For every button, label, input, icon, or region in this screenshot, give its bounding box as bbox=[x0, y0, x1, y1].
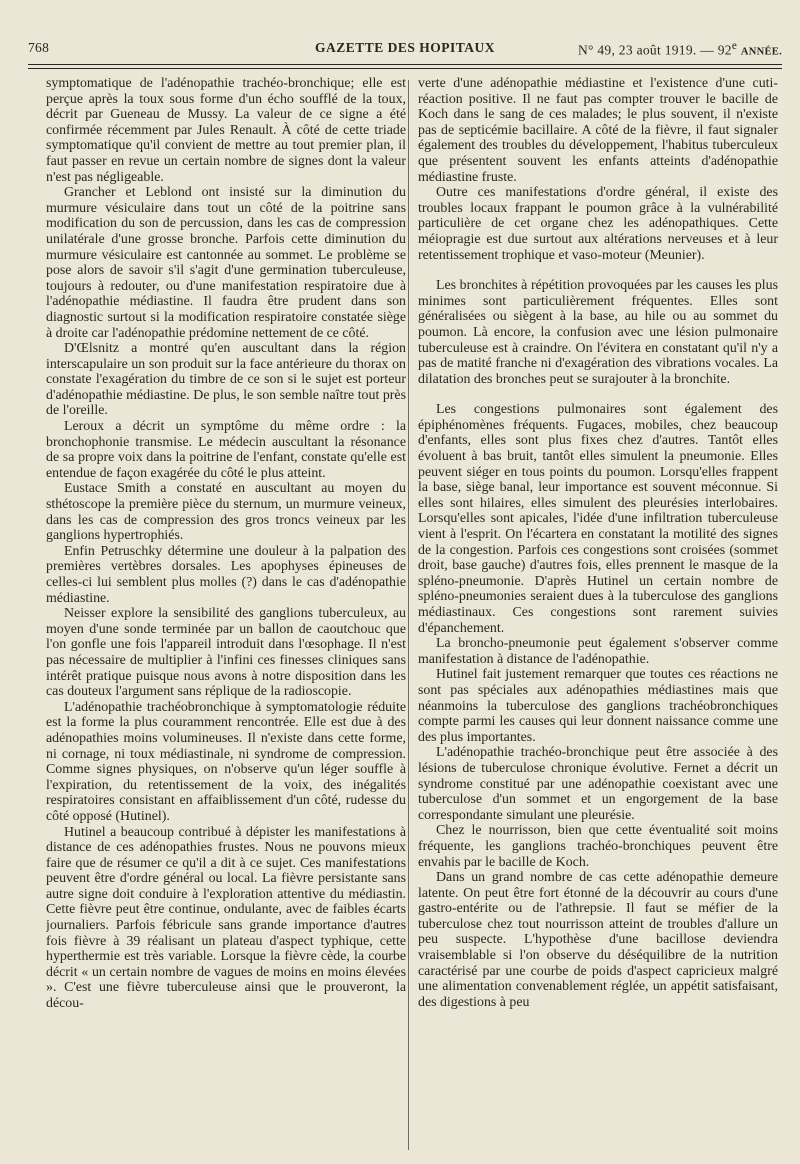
column-divider bbox=[408, 80, 409, 1150]
paragraph: Outre ces manifestations d'ordre général, il existe des troubles locaux frappant le poumon grâce à la vulnérabilité particulière de cet organe chez les adénopathiques. Cette méiopragie est due surtout aux altérations nerveuses et à leur retentissement trophique et vaso-moteur (Meunier). bbox=[418, 185, 778, 263]
paragraph: D'Œlsnitz a montré qu'en auscultant dans la région interscapulaire un son produit sur la face antérieure du thorax on constate l'exagération du timbre de ce son si le sujet est porteur d'adénopathie médiastine. De plus, le son semble naître tout près de l'oreille. bbox=[46, 341, 406, 419]
page-header bbox=[28, 36, 782, 58]
page-number: 768 bbox=[28, 40, 50, 55]
issue-sup: e bbox=[731, 40, 738, 52]
paragraph: symptomatique de l'adénopathie trachéo-bronchique; elle est perçue après la toux sous forme d'un écho soufflé de la toux, décrit par Gueneau de Mussy. La valeur de ce signe a été confirmée récemment par Jules Renault. À côté de cette triade symptomatique qu'il convient de mettre au tout premier plan, il faut passer en revue un certain nombre de signes dont la valeur n'est pas négligeable. bbox=[46, 76, 406, 185]
paragraph: Grancher et Leblond ont insisté sur la diminution du murmure vésiculaire dans tout un côté de la poitrine sans modification du son de percussion, dans les cas de compression unilatérale d'une grosse bronche. Parfois cette diminution du murmure vésiculaire est cantonnée au sommet. Le problème se pose alors de savoir s'il s'agit d'une germination tuberculeuse, toujours à redouter, ou d'une manifestation respiratoire due à l'adénopathie médiastine. Il faudra être prudent dans son diagnostic surtout si la modification respiratoire constatée siège à droite car l'adénopathie prédomine nettement de ce côté. bbox=[46, 185, 406, 341]
paragraph: verte d'une adénopathie médiastine et l'existence d'une cuti-réaction positive. Il ne faut pas compter trouver le bacille de Koch dans le sang de ces malades; le plus souvent, il n'existe pas de septicémie bacillaire. A côté de la fièvre, il faut signaler également des troubles du développement, l'habitus tuberculeux que présentent souvent les enfants atteints d'adénopathie médiastine fruste. bbox=[418, 76, 778, 185]
paragraph: Hutinel fait justement remarquer que toutes ces réactions ne sont pas spéciales aux adénopathies médiastines mais que néanmoins la tuberculose des ganglions trachéobronchiques compte parmi les causes qui leur donnent naissance comme une des plus importantes. bbox=[418, 667, 778, 745]
paragraph: Les congestions pulmonaires sont également des épiphénomènes fréquents. Fugaces, mobiles, chez beaucoup d'enfants, elles sont plus fixes chez d'autres. Tantôt elles évoluent à bas bruit, tantôt elles simulent la pneumonie. Elles peuvent siéger en tous points du poumon. Lorsqu'elles frappent la base, siège banal, leur importance est souvent méconnue. Si elles sont hilaires, elles simulent des pleurésies interlobaires. Lorsqu'elles sont apicales, l'idée d'une infiltration tuberculeuse vient à l'esprit. On l'écartera en constatant la motilité des signes de la congestion. Parfois ces congestions sont croisées (sommet droit, base gauche) d'autres fois, elles prennent le masque de la spléno-pneumonie. D'après Hutinel un certain nombre de spléno-pneumonies seraient dues à la tuberculose des ganglions médiastinaux. Ces congestions sont rarement suivies d'épanchement. bbox=[418, 402, 778, 636]
issue-text: N° 49, 23 août 1919. — 92 bbox=[577, 42, 732, 58]
header-rule bbox=[28, 64, 782, 65]
paragraph: Eustace Smith a constaté en auscultant au moyen du sthétoscope la première pièce du sternum, un murmure veineux, dans les cas de compression des gros troncs veineux par les ganglions hypertrophiés. bbox=[46, 481, 406, 544]
paragraph: L'adénopathie trachéobronchique à symptomatologie réduite est la forme la plus couramment rencontrée. Elle est due à des adénopathies moins volumineuses. Il n'existe dans cette forme, ni cornage, ni toux médiastinale, ni syndrome de compression. Comme signes physiques, on n'observe qu'un léger souffle à l'expiration, du retentissement de la voix, des inégalités respiratoires consistant en affaiblissement d'un côté, rudesse du côté opposé (Hutinel). bbox=[46, 699, 406, 824]
journal-title: GAZETTE DES HOPITAUX bbox=[314, 40, 496, 55]
paragraph: Leroux a décrit un symptôme du même ordre : la bronchophonie transmise. Le médecin auscultant la résonance de sa propre voix dans la poitrine de l'enfant, constate qu'elle est entendue de façon exagérée du côté le plus atteint. bbox=[46, 419, 406, 481]
paragraph: Hutinel a beaucoup contribué à dépister les manifestations à distance de ces adénopathies frustes. Nous ne pouvons mieux faire que de résumer ce qu'il a dit à ce sujet. Ces manifestations peuvent être d'ordre général ou local. La fièvre persistante sans autre signe doit conduire à l'exploration attentive du médiastin. Cette fièvre peut être continue, ondulante, avec de faibles écarts journaliers. Parfois fébricule sans grande importance d'autres fois fièvre à 39 réalisant un plateau d'aspect typhique, cette hyperthermie est très variable. Lorsque la fièvre cède, la courbe décrit « un certain nombre de vagues de moins en moins élevées ». C'est une fièvre tuberculeuse ainsi que le prouveront, la décou- bbox=[46, 824, 406, 1012]
paragraph: L'adénopathie trachéo-bronchique peut être associée à des lésions de tuberculose chronique évolutive. Fernet a décrit un syndrome constitué par une adénopathie coexistant avec une tuberculose d'un sommet et un engorgement de la base correspondante simulant une pleurésie. bbox=[418, 745, 778, 823]
paragraph: Neisser explore la sensibilité des ganglions tuberculeux, au moyen d'une sonde terminée par un ballon de caoutchouc que l'on gonfle une fois l'appareil introduit dans l'œsophage. Il n'est pas nécessaire de multiplier à l'infini ces finesses cliniques sans intérêt pratique puisque nous avons à notre disposition dans les cas douteux l'argument sans réplique de la radioscopie. bbox=[46, 606, 406, 700]
issue-year-label: ANNÉE. bbox=[740, 46, 782, 58]
right-column bbox=[418, 76, 778, 1156]
paragraph: La broncho-pneumonie peut également s'observer comme manifestation à distance de l'adénopathie. bbox=[418, 636, 778, 667]
header-rule-thin bbox=[28, 68, 782, 69]
paragraph: Enfin Petruschky détermine une douleur à la palpation des premières vertèbres dorsales. Les apophyses épineuses de celles-ci lui semblent plus molles (?) dans le cas d'adénopathie médiastine. bbox=[46, 543, 406, 606]
paragraph: Les bronchites à répétition provoquées par les causes les plus minimes sont particulièrement fréquentes. Elles sont généralisées ou siègent à la base, au hile ou au sommet du poumon. Là encore, la confusion avec une lésion pulmonaire tuberculeuse est à craindre. On l'évitera en constatant qu'il n'y a pas de matité franche ni d'exagération des vibrations vocales. La dilatation des bronches peut se surajouter à la bronchite. bbox=[418, 278, 778, 387]
issue-info bbox=[578, 40, 782, 59]
left-column bbox=[46, 76, 406, 1156]
paragraph: Dans un grand nombre de cas cette adénopathie demeure latente. On peut être fort étonné de la découvrir au cours d'une gastro-entérite ou de l'athrepsie. Il faut se méfier de la tuberculose chez tout nourrisson atteint de troubles d'allure un peu suspecte. L'hypothèse d'une bacillose deviendra vraisemblable si l'on observe du déséquilibre de la nutrition caractérisé par une courbe de poids d'aspect capricieux malgré une alimentation convenablement réglée, un appétit satisfaisant, des digestions à peu bbox=[418, 870, 778, 1010]
paragraph: Chez le nourrisson, bien que cette éventualité soit moins fréquente, les ganglions trachéo-bronchiques peuvent être envahis par le bacille de Koch. bbox=[418, 823, 778, 870]
